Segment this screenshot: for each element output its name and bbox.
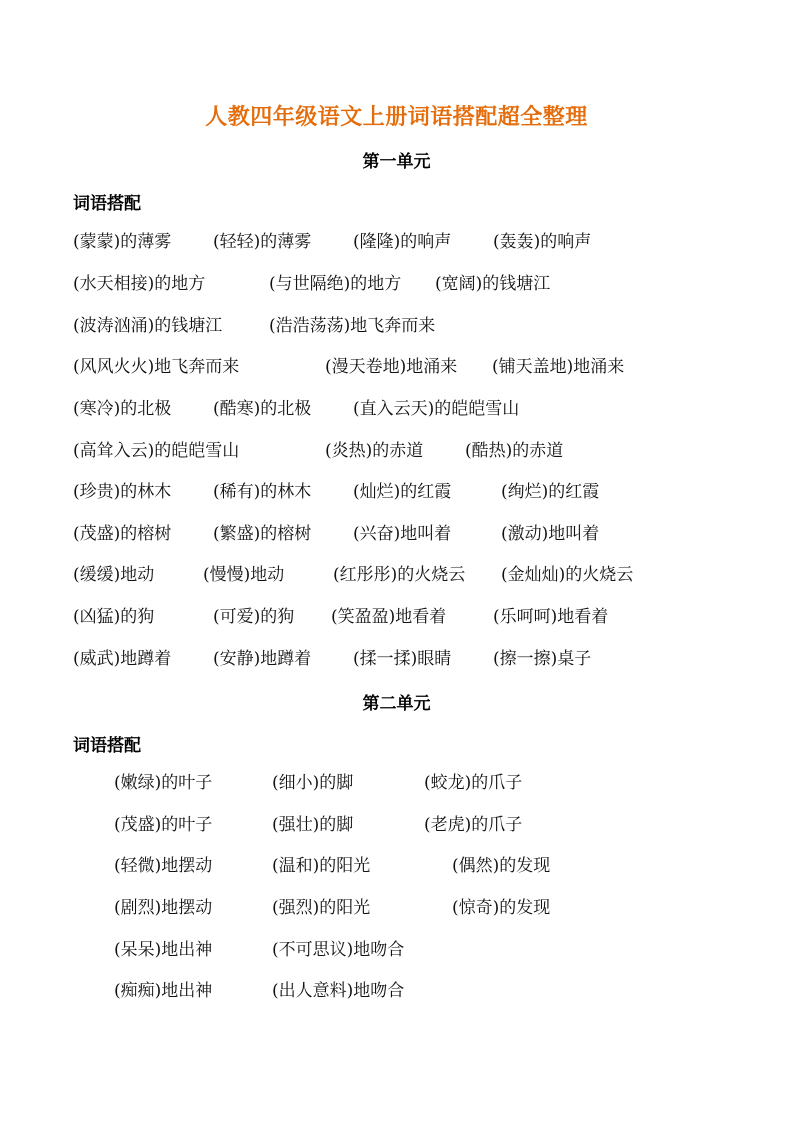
phrase: (繁盛)的榕树 bbox=[213, 524, 312, 544]
phrase: (老虎)的爪子 bbox=[424, 815, 523, 835]
phrase: (偶然)的发现 bbox=[452, 856, 551, 876]
phrase: (痴痴)地出神 bbox=[114, 981, 213, 1001]
phrase: (剧烈)地摆动 bbox=[114, 898, 213, 918]
phrase: (揉一揉)眼睛 bbox=[353, 649, 452, 669]
phrase: (稀有)的林木 bbox=[213, 482, 312, 502]
phrase: (蛟龙)的爪子 bbox=[424, 773, 523, 793]
phrase: (激动)地叫着 bbox=[501, 524, 600, 544]
phrase: (嫩绿)的叶子 bbox=[114, 773, 213, 793]
phrase: (蒙蒙)的薄雾 bbox=[73, 232, 172, 252]
phrase: (浩浩荡荡)地飞奔而来 bbox=[269, 316, 436, 336]
phrase: (酷寒)的北极 bbox=[213, 399, 312, 419]
phrase: (波涛汹涌)的钱塘江 bbox=[73, 316, 223, 336]
phrase: (隆隆)的响声 bbox=[353, 232, 452, 252]
unit-2-section-label: 词语搭配 bbox=[73, 736, 141, 756]
phrase: (可爱)的狗 bbox=[213, 607, 295, 627]
phrase: (红彤彤)的火烧云 bbox=[333, 565, 466, 585]
phrase: (炎热)的赤道 bbox=[325, 441, 424, 461]
phrase: (直入云天)的皑皑雪山 bbox=[353, 399, 520, 419]
phrase: (灿烂)的红霞 bbox=[353, 482, 452, 502]
phrase: (轻微)地摆动 bbox=[114, 856, 213, 876]
phrase: (温和)的阳光 bbox=[272, 856, 371, 876]
unit-1-section-label: 词语搭配 bbox=[73, 194, 141, 214]
phrase: (宽阔)的钱塘江 bbox=[435, 274, 551, 294]
phrase: (慢慢)地动 bbox=[203, 565, 285, 585]
phrase: (不可思议)地吻合 bbox=[272, 940, 405, 960]
phrase: (酷热)的赤道 bbox=[465, 441, 564, 461]
unit-2-heading: 第二单元 bbox=[362, 694, 431, 714]
page-title: 人教四年级语文上册词语搭配超全整理 bbox=[205, 105, 588, 130]
phrase: (金灿灿)的火烧云 bbox=[501, 565, 634, 585]
phrase: (细小)的脚 bbox=[272, 773, 354, 793]
phrase: (与世隔绝)的地方 bbox=[269, 274, 402, 294]
phrase: (铺天盖地)地涌来 bbox=[492, 357, 625, 377]
phrase: (强烈)的阳光 bbox=[272, 898, 371, 918]
phrase: (缓缓)地动 bbox=[73, 565, 155, 585]
phrase: (乐呵呵)地看着 bbox=[493, 607, 609, 627]
phrase: (惊奇)的发现 bbox=[452, 898, 551, 918]
phrase: (凶猛)的狗 bbox=[73, 607, 155, 627]
phrase: (笑盈盈)地看着 bbox=[331, 607, 447, 627]
phrase: (高耸入云)的皑皑雪山 bbox=[73, 441, 240, 461]
phrase: (水天相接)的地方 bbox=[73, 274, 206, 294]
phrase: (珍贵)的林木 bbox=[73, 482, 172, 502]
phrase: (寒冷)的北极 bbox=[73, 399, 172, 419]
phrase: (绚烂)的红霞 bbox=[501, 482, 600, 502]
phrase: (出人意料)地吻合 bbox=[272, 981, 405, 1001]
phrase: (轰轰)的响声 bbox=[493, 232, 592, 252]
phrase: (风风火火)地飞奔而来 bbox=[73, 357, 240, 377]
phrase: (茂盛)的榕树 bbox=[73, 524, 172, 544]
phrase: (强壮)的脚 bbox=[272, 815, 354, 835]
phrase: (兴奋)地叫着 bbox=[353, 524, 452, 544]
phrase: (漫天卷地)地涌来 bbox=[325, 357, 458, 377]
unit-1-heading: 第一单元 bbox=[362, 152, 431, 172]
phrase: (呆呆)地出神 bbox=[114, 940, 213, 960]
phrase: (威武)地蹲着 bbox=[73, 649, 172, 669]
phrase: (茂盛)的叶子 bbox=[114, 815, 213, 835]
phrase: (擦一擦)桌子 bbox=[493, 649, 592, 669]
phrase: (轻轻)的薄雾 bbox=[213, 232, 312, 252]
phrase: (安静)地蹲着 bbox=[213, 649, 312, 669]
